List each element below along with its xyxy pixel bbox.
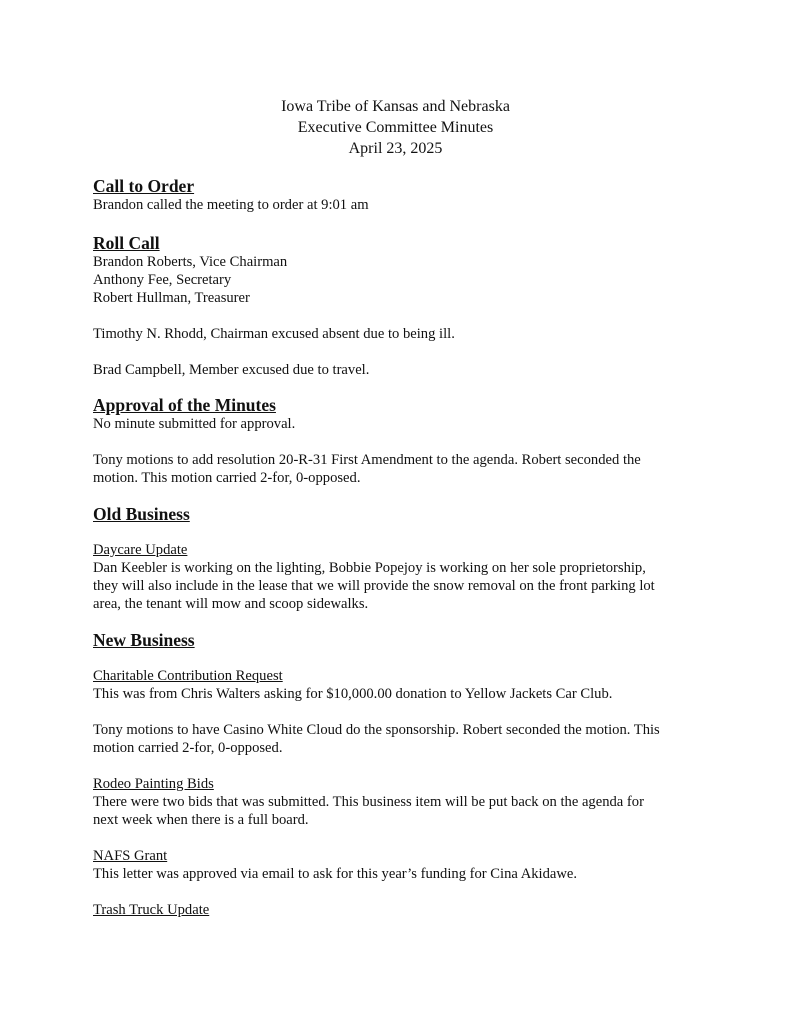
trash-truck-title: Trash Truck Update	[93, 902, 210, 918]
rodeo-bids-line: There were two bids that was submitted. This business item will be put back on the agenda for	[93, 794, 644, 810]
rodeo-bids-line: next week when there is a full board.	[93, 812, 309, 828]
absent-note: Timothy N. Rhodd, Chairman excused absent due to being ill.	[93, 326, 455, 342]
approval-motion-line: Tony motions to add resolution 20-R-31 First Amendment to the agenda. Robert seconded the	[93, 452, 641, 468]
daycare-update-line: area, the tenant will mow and scoop sidewalks.	[93, 596, 369, 612]
org-name: Iowa Tribe of Kansas and Nebraska	[281, 98, 510, 115]
approval-motion-line: motion. This motion carried 2-for, 0-opposed.	[93, 470, 361, 486]
roll-call-heading: Roll Call	[93, 233, 160, 253]
daycare-update-line: they will also include in the lease that we will provide the snow removal on the front parking lot	[93, 578, 655, 594]
document-title: Executive Committee Minutes	[297, 119, 494, 136]
nafs-grant-text: This letter was approved via email to ask for this year’s funding for Cina Akidawe.	[93, 866, 578, 882]
absent-note: Brad Campbell, Member excused due to travel.	[93, 362, 370, 378]
approval-heading: Approval of the Minutes	[93, 395, 276, 415]
charitable-request-text: This was from Chris Walters asking for $10,000.00 donation to Yellow Jackets Car Club.	[93, 686, 613, 702]
daycare-update-line: Dan Keebler is working on the lighting, Bobbie Popejoy is working on her sole proprietorship,	[93, 560, 646, 576]
new-business-heading: New Business	[93, 630, 195, 650]
nafs-grant-title: NAFS Grant	[93, 848, 168, 864]
rodeo-bids-title: Rodeo Painting Bids	[93, 776, 214, 792]
document-date: April 23, 2025	[348, 140, 443, 157]
document-body	[93, 176, 703, 919]
document-header	[0, 96, 791, 159]
charitable-request-title: Charitable Contribution Request	[93, 668, 283, 684]
charitable-motion-line: Tony motions to have Casino White Cloud do the sponsorship. Robert seconded the motion. This	[93, 722, 660, 738]
roll-call-member: Robert Hullman, Treasurer	[93, 290, 250, 306]
daycare-update-title: Daycare Update	[93, 542, 188, 558]
old-business-heading: Old Business	[93, 504, 190, 524]
approval-text: No minute submitted for approval.	[93, 416, 296, 432]
roll-call-member: Anthony Fee, Secretary	[93, 272, 232, 288]
roll-call-member: Brandon Roberts, Vice Chairman	[93, 254, 288, 270]
call-to-order-text: Brandon called the meeting to order at 9:01 am	[93, 197, 369, 213]
call-to-order-heading: Call to Order	[93, 176, 195, 196]
charitable-motion-line: motion carried 2-for, 0-opposed.	[93, 740, 283, 756]
